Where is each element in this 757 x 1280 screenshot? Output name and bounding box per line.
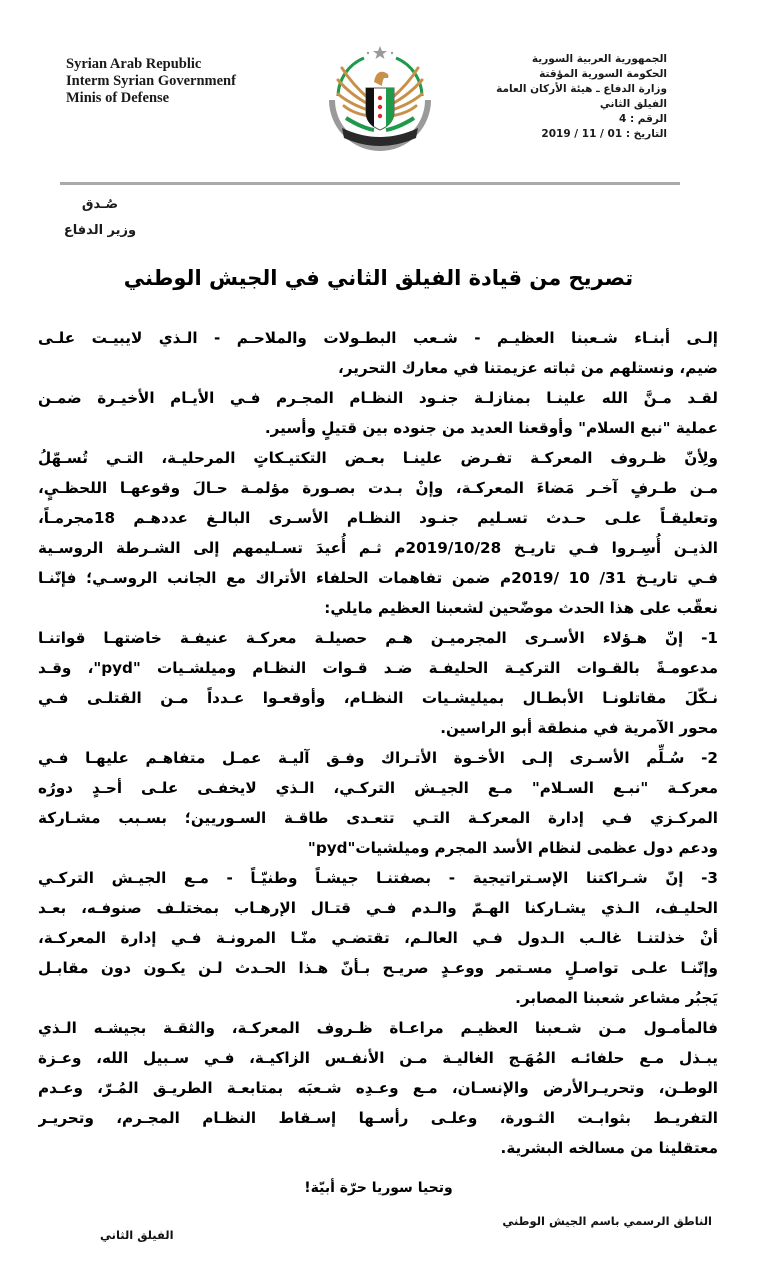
- eagle-emblem-icon: [318, 38, 442, 162]
- closing-slogan: وتحيا سوريا حرّة أبيّة!: [304, 1180, 453, 1196]
- reference-number-label: الرقم :: [629, 113, 667, 125]
- approval-minister: وزير الدفاع: [63, 223, 137, 238]
- body-line: معركـة "نبـع السـلام" مـع الجيـش التركـي، الـذي لايخفـى علـى أحـدٍ دورُه: [38, 779, 718, 797]
- body-line: يبـذل مـع حلفائـه المُهَـج الغاليـة مـن الأنفـس الزاكيـة، فـي سـبيل الله، وعـزة: [38, 1049, 718, 1067]
- reference-number-value: 4: [618, 113, 627, 125]
- statement-body: [38, 323, 718, 1163]
- english-letterhead: [66, 56, 236, 107]
- body-line: التفريـط بثوابـت الثـورة، وعلـى رأسـها إسـقاط النظـام المجـرم، وتحريـر: [38, 1109, 718, 1127]
- letterhead-en-line-3: Minis of Defense: [66, 90, 170, 106]
- letterhead-en-line-2: Interm Syrian Governmenf: [66, 73, 236, 89]
- document-date-label: التاريخ :: [625, 128, 667, 140]
- approval-note: [55, 192, 145, 244]
- body-line: وإنّنـا علـى تواصـلٍ مسـتمر ووعـدٍ صريـح بـأنّ هـذا الحـدث لـن يكـون دون مقابـل: [38, 959, 718, 977]
- body-line: فالمأمـول مـن شـعبنا العظيـم مراعـاة ظـروف المعركـة، والثقـة بجيشـه الـذي: [38, 1019, 718, 1037]
- body-line: نعقّب على هذا الحدث موضّحين لشعبنا العظيم مايلي:: [324, 599, 718, 617]
- body-line: ولِأنّ ظـروف المعركـة تفـرض علينـا بعـض التكتيـكاتٍ المرحليـة، التـي تُسـهّلُ: [38, 449, 718, 467]
- body-line: معتقلينا من مسالخه البشرية.: [500, 1139, 718, 1157]
- body-line: لقـد مـنَّ الله علينـا بمنازلـة جنـود النظـام المجـرم فـي الأيـام الأخيـرة ضمـن: [38, 389, 718, 407]
- letterhead-ar-line-2: الحكومة السورية المؤقتة: [539, 68, 667, 80]
- document-date-value: 2019 / 11 / 01: [541, 128, 623, 140]
- arabic-letterhead: [496, 52, 667, 142]
- signature-spokesman: الناطق الرسمي باسم الجيش الوطني: [502, 1214, 712, 1228]
- body-line: ودعم دول عظمى لنظام الأسد المجرم وميلشيات"pyd": [307, 839, 718, 857]
- body-line: 3- إنّ شـراكتنا الإسـتراتيجية - بصفتنـا جيشـاً وطنيّـاً - مـع الجيـش التركـي: [38, 869, 718, 887]
- army-emblem-logo: [318, 38, 442, 162]
- body-line: 2- سُـلِّم الأسـرى إلـى الأخـوة الأتـراك وفـق آليـة عمـل متفاهـم عليهـا فـي: [38, 749, 718, 767]
- header-divider: [60, 182, 680, 185]
- reference-number: [496, 112, 667, 127]
- body-line: فـي تاريـخ 31/ 10 /2019م ضمن تفاهمات الحلفاء الأتراك مع الجانب الروسـي؛ فإنّنـا: [38, 569, 718, 587]
- document-date: [496, 127, 667, 142]
- body-line: نـكّلَ مقاتلونـا الأبطـال بميليشـيات النظـام، وأوقعـوا عـدداً مـن القتلـى فـي: [38, 689, 718, 707]
- body-line: الحليـف، الـذي يشـاركنا الهـمّ والـدم فـي قتـال الإرهـاب بمختلـف صنوفـه، بعـد: [38, 899, 718, 917]
- approval-approved: صُـدق: [81, 197, 119, 212]
- body-line: يَجبُر مشاعر شعبنا المصابر.: [515, 989, 718, 1007]
- signature-corps: الفيلق الثاني: [100, 1228, 174, 1242]
- body-line: وتعليقـاً علـى حـدث تسـليم جنـود النظـام الأسـرى البالـغ عددهـم 18مجرمـاً،: [38, 509, 718, 527]
- letterhead-en-line-1: Syrian Arab Republic: [66, 56, 202, 72]
- body-line: الذيـن أُسِـروا فـي تاريـخ 2019/10/28م ثـم أُعيدَ تسـليمهم إلى الشـرطة الروسـية: [38, 539, 718, 557]
- body-line: مـن طـرفٍ آخـر مَضاءَ المعركـة، وإنْ بـدت بصـورة مؤلمـة حـالَ وقوعهـا اللحظـيٍ،: [38, 479, 718, 497]
- body-line: المركـزي فـي إدارة المعركـة التـي تتعـدى طاقـة السـوريين؛ بسـبب مشـاركة: [38, 809, 718, 827]
- letterhead-ar-line-1: الجمهورية العربية السورية: [531, 53, 667, 65]
- body-line: 1- إنّ هـؤلاء الأسـرى المجرميـن هـم حصيلـة معركـة عنيفـة خاضتهـا قواتنـا: [38, 629, 718, 647]
- letterhead-ar-line-4: الفيلق الثاني: [599, 98, 667, 110]
- body-line: أنْ خذلتنـا غالـب الـدول فـي العالـم، تقتضـي منّـا المرونـة فـي إدارة المعركـة،: [38, 929, 718, 947]
- body-line: مدعومـةً بالقـوات التركيـة الحليفـة ضـد قـوات النظـام وميلشـيات "pyd"، وقـد: [38, 659, 718, 677]
- body-line: محور الآمرية في منطقة أبو الراسين.: [440, 719, 718, 737]
- body-line: ضيم، ونستلهم من ثباته عزيمتنا في معارك التحرير،: [338, 359, 718, 377]
- letterhead-ar-line-3: وزارة الدفاع ـ هيئة الأركان العامة: [496, 83, 667, 95]
- body-line: إلـى أبنـاء شـعبنا العظيـم - شـعب البطـولات والملاحـم - الـذي لايبيـت علـى: [38, 329, 718, 347]
- body-line: الوطـن، وتحريـرالأرض والإنسـان، مـع وعـدِه شـعبَه بمتابعـة الطريـق المُـرّ، وعـدم: [38, 1079, 718, 1097]
- body-line: عملية "نبع السلام" وأوقعنا العديد من جنوده بين قتيلٍ وأسير.: [264, 419, 718, 437]
- statement-title: تصريح من قيادة الفيلق الثاني في الجيش الوطني: [123, 266, 634, 290]
